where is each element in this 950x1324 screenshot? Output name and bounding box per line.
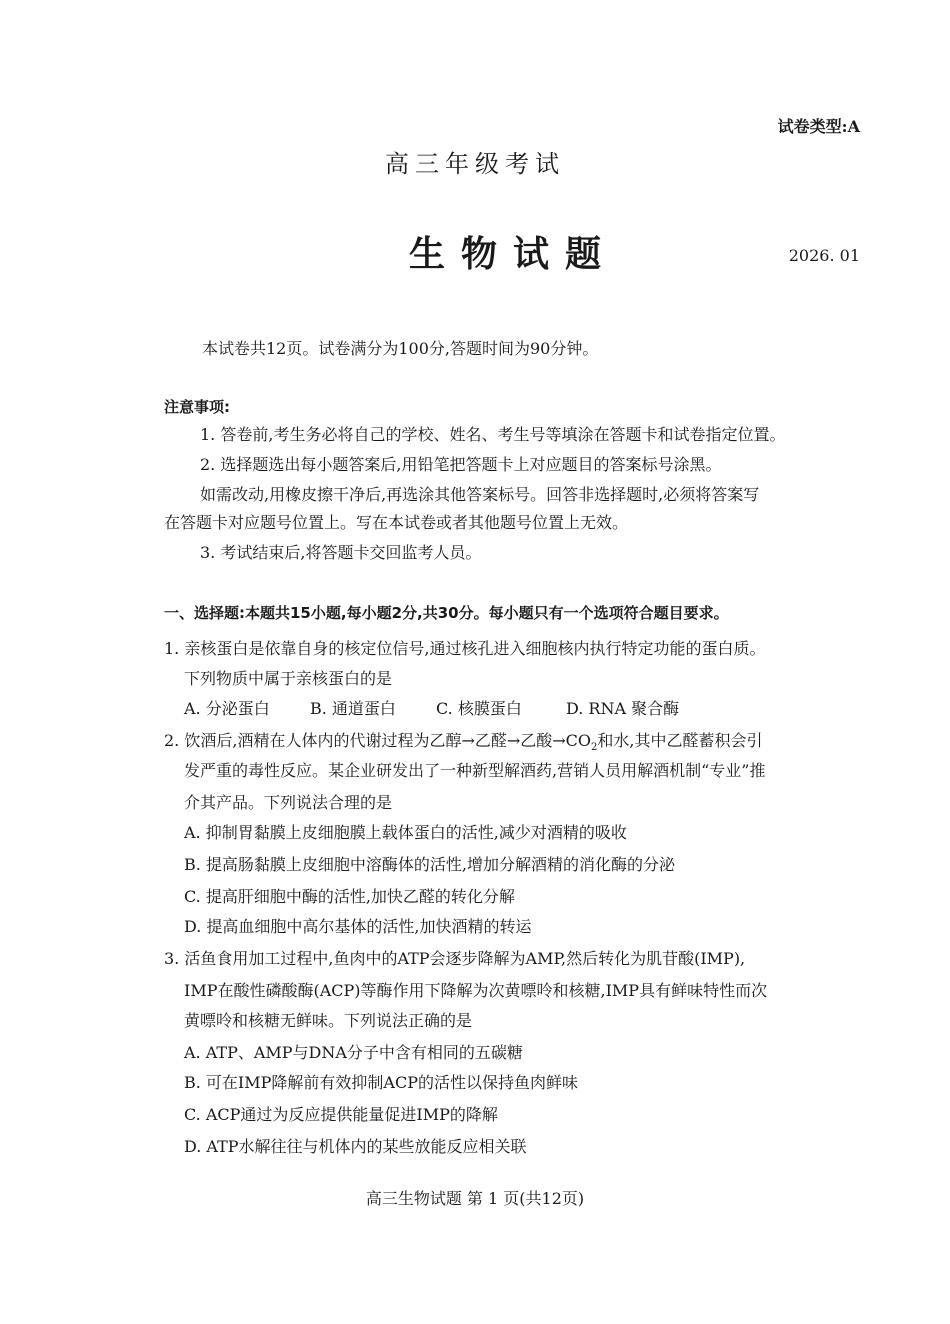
notice-heading: 注意事项:	[164, 398, 230, 416]
q2-option-d: D. 提高血细胞中高尔基体的活性,加快酒精的转运	[184, 917, 532, 936]
q3-stem-line2: IMP在酸性磷酸酶(ACP)等酶作用下降解为次黄嘌呤和核糖,IMP具有鲜味特性而次	[184, 981, 768, 1000]
intro-text: 本试卷共12页。试卷满分为100分,答题时间为90分钟。	[202, 339, 599, 358]
section-heading: 一、选择题:本题共15小题,每小题2分,共30分。每小题只有一个选项符合题目要求。	[164, 604, 729, 622]
q3-option-c: C. ACP通过为反应提供能量促进IMP的降解	[184, 1105, 498, 1124]
q1-option-d: D. RNA 聚合酶	[566, 699, 680, 718]
q2-stem-line1-pre: 2. 饮酒后,酒精在人体内的代谢过程为乙醇→乙醛→乙酸→CO	[164, 731, 592, 750]
q2-option-c: C. 提高肝细胞中酶的活性,加快乙醛的转化分解	[184, 887, 515, 906]
q2-stem-line1	[164, 728, 763, 753]
q3-option-a: A. ATP、AMP与DNA分子中含有相同的五碳糖	[184, 1043, 523, 1062]
q3-option-b: B. 可在IMP降解前有效抑制ACP的活性以保持鱼肉鲜味	[184, 1073, 578, 1092]
co2-subscript: 2	[591, 742, 598, 754]
q2-stem-line1-post: 和水,其中乙醛蓄积会引	[597, 731, 763, 750]
q2-option-b: B. 提高肠黏膜上皮细胞中溶酶体的活性,增加分解酒精的消化酶的分泌	[184, 855, 676, 874]
q2-stem-line3: 介其产品。下列说法合理的是	[184, 793, 393, 812]
notice-item-2-continuation: 如需改动,用橡皮擦干净后,再选涂其他答案标号。回答非选择题时,必须将答案写	[200, 485, 760, 504]
q3-stem-line3: 黄嘌呤和核糖无鲜味。下列说法正确的是	[184, 1011, 473, 1030]
q2-stem-line2: 发严重的毒性反应。某企业研发出了一种新型解酒药,营销人员用解酒机制“专业”推	[184, 761, 766, 780]
q1-stem-line1: 1. 亲核蛋白是依靠自身的核定位信号,通过核孔进入细胞核内执行特定功能的蛋白质。	[164, 639, 766, 658]
q1-option-a: A. 分泌蛋白	[184, 699, 270, 718]
exam-name: 高三年级考试	[385, 150, 565, 178]
exam-date: 2026. 01	[788, 246, 860, 265]
notice-item-2-continuation-2: 在答题卡对应题号位置上。写在本试卷或者其他题号位置上无效。	[164, 513, 629, 532]
notice-item-2: 2. 选择题选出每小题答案后,用铅笔把答题卡上对应题目的答案标号涂黑。	[200, 455, 722, 474]
q2-option-a: A. 抑制胃黏膜上皮细胞膜上载体蛋白的活性,减少对酒精的吸收	[184, 823, 627, 842]
q1-option-b: B. 通道蛋白	[310, 699, 396, 718]
subject-title: 生物试题	[408, 233, 617, 275]
paper-type-label: 试卷类型:A	[777, 117, 860, 136]
q3-stem-line1: 3. 活鱼食用加工过程中,鱼肉中的ATP会逐步降解为AMP,然后转化为肌苷酸(IMP),	[164, 949, 746, 968]
q1-option-c: C. 核膜蛋白	[436, 699, 522, 718]
page-footer: 高三生物试题 第 1 页(共12页)	[365, 1189, 585, 1208]
notice-item-1: 1. 答卷前,考生务必将自己的学校、姓名、考生号等填涂在答题卡和试卷指定位置。	[200, 425, 786, 444]
notice-item-3: 3. 考试结束后,将答题卡交回监考人员。	[200, 543, 482, 562]
q3-option-d: D. ATP水解往往与机体内的某些放能反应相关联	[184, 1137, 527, 1156]
q1-stem-line2: 下列物质中属于亲核蛋白的是	[184, 669, 393, 688]
